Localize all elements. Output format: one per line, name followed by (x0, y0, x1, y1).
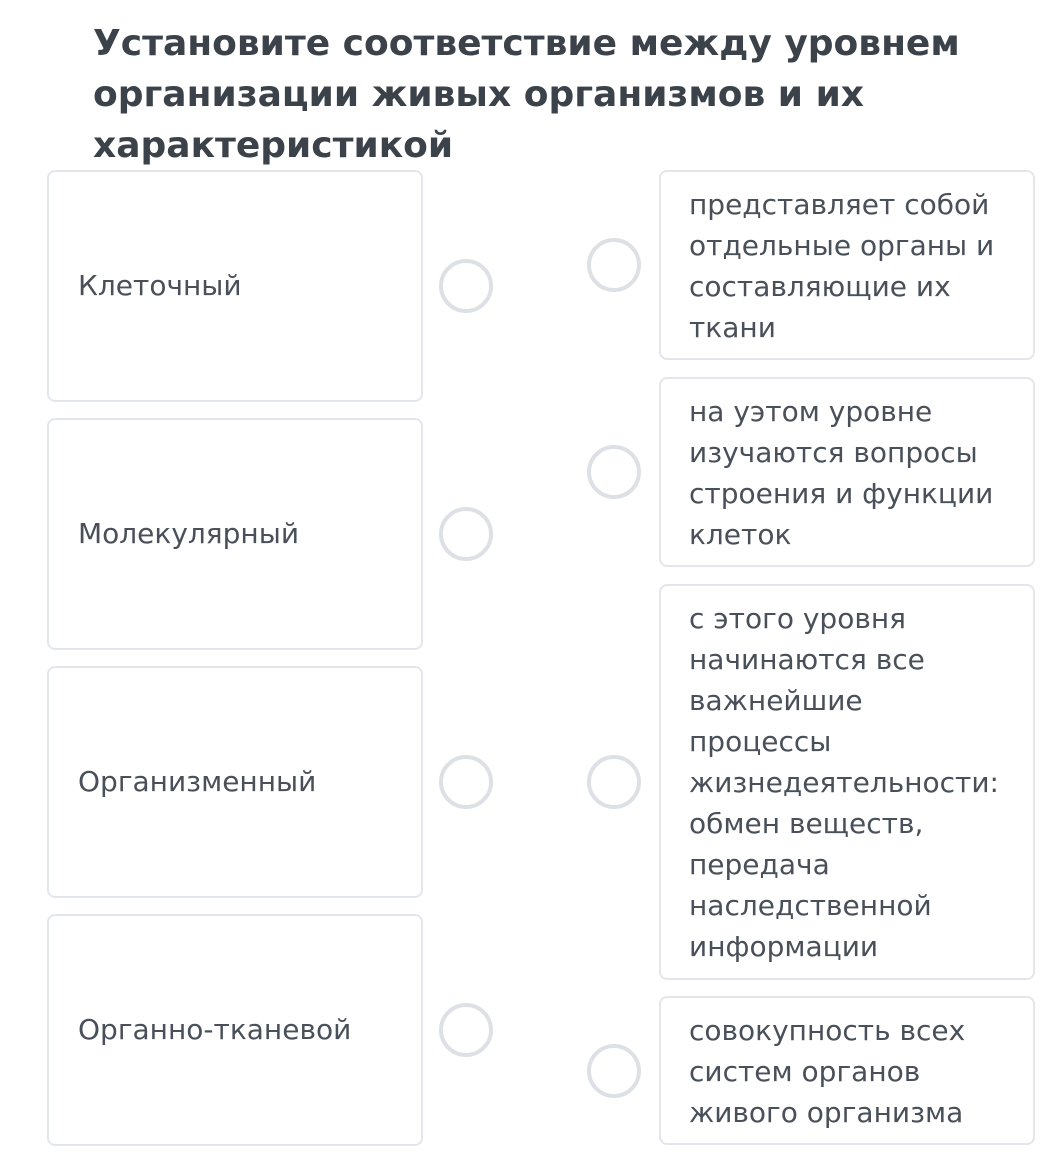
right-item-text: представляет собой отдельные органы и составляющие их ткани (689, 188, 995, 344)
right-item-4[interactable] (659, 996, 1035, 1145)
left-item-label: Органно-тканевой (78, 1013, 352, 1046)
right-item-1[interactable] (659, 170, 1035, 360)
left-item-label: Клеточный (78, 269, 242, 302)
right-item-2[interactable] (659, 377, 1035, 567)
right-item-text: с этого уровня начинаются все важнейшие процессы жизнедеятельности: обмен веществ, передача наследственной информации (689, 602, 999, 963)
right-item-text: на уэтом уровне изучаются вопросы строения и функции клеток (689, 395, 994, 551)
left-item-label: Молекулярный (78, 517, 300, 550)
right-connector-radio-2[interactable] (587, 445, 641, 499)
left-item-molecular[interactable] (47, 418, 423, 650)
right-connector-radio-4[interactable] (587, 1044, 641, 1098)
left-connector-radio-1[interactable] (439, 259, 493, 313)
left-item-cellular[interactable] (47, 170, 423, 402)
left-item-organismal[interactable] (47, 666, 423, 898)
left-item-label: Организменный (78, 765, 317, 798)
right-item-text: совокупность всех систем органов живого организма (689, 1014, 966, 1129)
question-title: Установите соответствие между уровнем организации живых организмов и их характеристикой (93, 23, 960, 166)
right-connector-radio-1[interactable] (587, 238, 641, 292)
left-item-organ-tissue[interactable] (47, 914, 423, 1146)
right-connector-radio-3[interactable] (587, 755, 641, 809)
left-connector-radio-3[interactable] (439, 755, 493, 809)
left-connector-radio-2[interactable] (439, 507, 493, 561)
left-connector-radio-4[interactable] (439, 1003, 493, 1057)
right-item-3[interactable] (659, 584, 1035, 980)
